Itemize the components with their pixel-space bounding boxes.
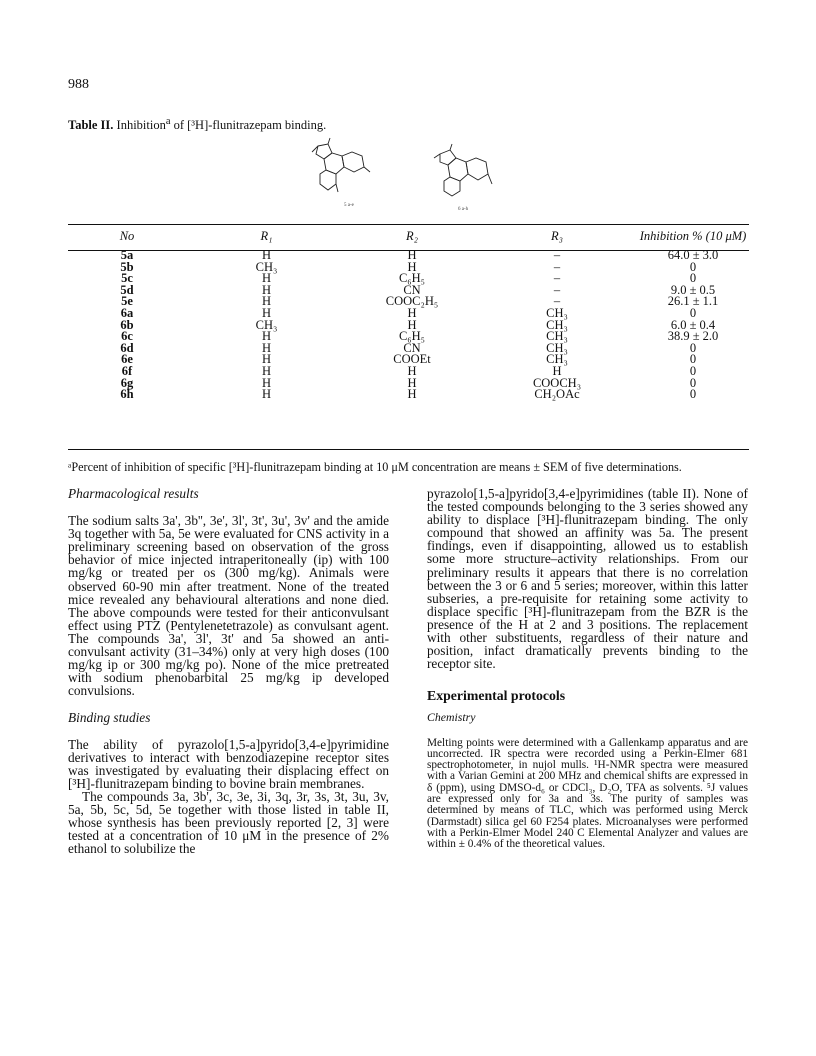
cell-r3: – [553, 282, 561, 297]
header-r1: R₁ [260, 229, 273, 244]
cell-r1: H [261, 352, 272, 367]
table-caption [68, 116, 326, 133]
cell-r1: H [261, 271, 272, 286]
cell-inhibition: 6.0 ± 0.4 [670, 317, 716, 332]
cell-r3: CH₃ [546, 329, 568, 344]
paragraph-chemistry: Melting points were determined with a Gallenkamp apparatus and are uncorrected. IR spectra were recorded using a Perkin-Elmer 681 spectrophotometer, in nujol mulls. ¹H-NMR spectra were measured with a Varian Gemini at 200 MHz and chemical shifts are expressed in δ (ppm), using DMSO-d₆ or CDCl₃, D₂O, TFA as solvents. ⁵J values are expressed only for 3a and 3s. The purity of samples was determined by means of TLC, which was performed using Merck (Darmstadt) silica gel 60 F254 plates. Microanalyses were performed with a Perkin-Elmer Model 240 C Elemental Analyzer and values are within ± 0.4% of the theoretical values. [427, 736, 748, 851]
paragraph-binding-continued: pyrazolo[1,5-a]pyrido[3,4-e]pyrimidines (table II). None of the tested compounds belonging to the 3 series showed any ability to displace [³H]-flunitrazepam binding. The only compound that showed an affinity was 5a. The present findings, even if disappointing, allowed us to establish some more structure–activity relationships. From our preliminary results it appears that there is no correlation between the 3 or 6 and 5 series; moreover, within this latter subseries, a pre-requisite for retaining some activity to displace specific [³H]-flunitrazepam from the BZR is the presence of the H at 2 and 3 positions. The replacement with other substituents, regardless of their nature and position, infact dramatically prevents binding to the receptor site. [427, 486, 748, 672]
cell-inhibition: 9.0 ± 0.5 [670, 282, 716, 297]
cell-r3: CH₃ [546, 317, 568, 332]
cell-r2: H [407, 317, 417, 332]
cell-r2: H [407, 259, 417, 274]
table-caption-text: Inhibition [113, 118, 166, 133]
header-inhibition: Inhibition % (10 μM) [639, 229, 747, 244]
cell-no: 6b [120, 317, 134, 332]
cell-r3: CH₃ [546, 352, 568, 367]
heading-pharmacological-results: Pharmacological results [68, 486, 199, 501]
cell-r3: CH₃ [546, 340, 568, 355]
cell-inhibition: 0 [689, 352, 697, 367]
cell-no: 5a [120, 248, 134, 262]
cell-r3: CH₃ [546, 305, 568, 320]
cell-inhibition: 0 [689, 259, 697, 274]
table-caption-sup: a [165, 116, 171, 127]
paragraph-binding-2: The compounds 3a, 3b', 3c, 3e, 3i, 3q, 3r, 3s, 3t, 3u, 3v, 5a, 5b, 5c, 5d, 5e together with those listed in table II, whose synthesis has been previously reported [2, 3] were tested at a concentration of 10 μM in the presence of 2% ethanol to solubilize the [68, 788, 389, 857]
cell-r2: COOEt [393, 352, 431, 367]
cell-r2: CN [403, 282, 421, 297]
cell-r3: – [553, 271, 561, 286]
chemical-structures [290, 134, 530, 214]
cell-r1: H [261, 282, 272, 297]
cell-inhibition: 38.9 ± 2.0 [667, 329, 719, 344]
structure-5-diagram [312, 138, 370, 192]
cell-r2: COOC₂H₅ [385, 294, 439, 309]
heading-binding-studies: Binding studies [68, 710, 151, 726]
cell-r1: H [261, 340, 272, 355]
cell-r2: CN [403, 340, 421, 355]
cell-inhibition: 64.0 ± 3.0 [667, 248, 719, 262]
cell-r3: – [553, 248, 561, 262]
cell-r3: – [553, 259, 561, 274]
cell-r1: H [261, 375, 272, 390]
cell-r3: – [553, 294, 561, 309]
table-row [68, 389, 749, 401]
cell-r3: COOCH₃ [532, 375, 582, 390]
cell-no: 5b [120, 259, 134, 274]
table-header-rule [68, 250, 749, 251]
cell-r2: C₆H₅ [398, 271, 426, 286]
cell-r2: H [407, 305, 417, 320]
cell-r3: CH₂OAc [534, 387, 580, 402]
table-caption-rest: of [³H]-flunitrazepam binding. [170, 118, 327, 133]
cell-r1: H [261, 305, 272, 320]
cell-inhibition: 0 [689, 305, 697, 320]
cell-r2: H [407, 248, 417, 262]
cell-inhibition: 0 [689, 340, 697, 355]
cell-no: 6c [121, 329, 133, 344]
cell-no: 5d [120, 282, 134, 297]
cell-r1: H [261, 248, 272, 262]
header-r2: R₂ [406, 229, 418, 244]
paragraph-pharmacological: The sodium salts 3a', 3b'', 3e', 3l', 3t', 3u', 3v' and the amide 3q together with 5a, 5e were evaluated for CNS activity in a preliminary screening based on observation of the gross behavior of mice injected intraperitoneally (ip) with 100 mg/kg or treated per os (300 mg/kg). Animals were observed 60-90 min after treatment. None of the treated mice revealed any behavioural alterations and none died. The above compounds were tested for their anticonvulsant effect using PTZ (Pentylenetetrazole) as convulsant agent. The compounds 3a', 3l', 3t' and 5a showed an anti-convulsant activity (31–34%) only at very high doses (100 mg/kg ip or 300 mg/kg po). None of the mice pretreated with sodium phenobarbital 25 mg/kg ip developed convulsions. [68, 513, 389, 699]
cell-no: 6a [120, 305, 134, 320]
cell-r1: H [261, 387, 272, 402]
subheading-chemistry: Chemistry [427, 710, 476, 725]
structure-6-diagram [434, 144, 492, 196]
paragraph-binding-1: The ability of pyrazolo[1,5-a]pyrido[3,4-e]pyrimidine derivatives to interact with benzodiazepine receptor sites was investigated by evaluating their displacing effect on [³H]-flunitrazepam binding to bovine brain membranes. [68, 736, 389, 791]
structure-label-6: 6 a-h [458, 207, 469, 212]
table-bottom-rule [68, 449, 749, 450]
header-no: No [119, 229, 135, 244]
structure-label-5: 5 a-e [344, 203, 354, 208]
cell-r1: CH₃ [255, 317, 278, 332]
table-header-row [68, 224, 749, 250]
cell-r2: H [407, 387, 417, 402]
cell-inhibition: 0 [689, 375, 697, 390]
right-column [427, 487, 748, 850]
cell-r3: H [552, 363, 562, 378]
cell-no: 6h [120, 387, 134, 402]
cell-r2: C₆H₅ [398, 329, 426, 344]
cell-r1: H [261, 294, 272, 309]
cell-no: 6e [121, 352, 133, 367]
cell-inhibition: 0 [689, 271, 697, 286]
heading-experimental-protocols: Experimental protocols [427, 688, 566, 704]
cell-no: 5e [121, 294, 133, 309]
cell-inhibition: 26.1 ± 1.1 [667, 294, 719, 309]
table-caption-label: Table II. [68, 118, 114, 133]
cell-r2: H [407, 375, 417, 390]
page-number: 988 [68, 77, 89, 92]
header-r3: R₃ [551, 229, 563, 244]
cell-no: 6d [120, 340, 134, 355]
cell-r2: H [407, 363, 417, 378]
cell-no: 5c [121, 271, 133, 286]
cell-r1: H [261, 329, 272, 344]
cell-inhibition: 0 [689, 387, 697, 402]
left-column [68, 487, 389, 855]
cell-r1: CH₃ [255, 259, 278, 274]
cell-r1: H [261, 363, 272, 378]
cell-no: 6f [121, 363, 133, 378]
cell-inhibition: 0 [689, 363, 697, 378]
cell-no: 6g [120, 375, 134, 390]
table-footnote: ᵃPercent of inhibition of specific [³H]-flunitrazepam binding at 10 μM concentration are means ± SEM of five determinations. [68, 460, 682, 474]
